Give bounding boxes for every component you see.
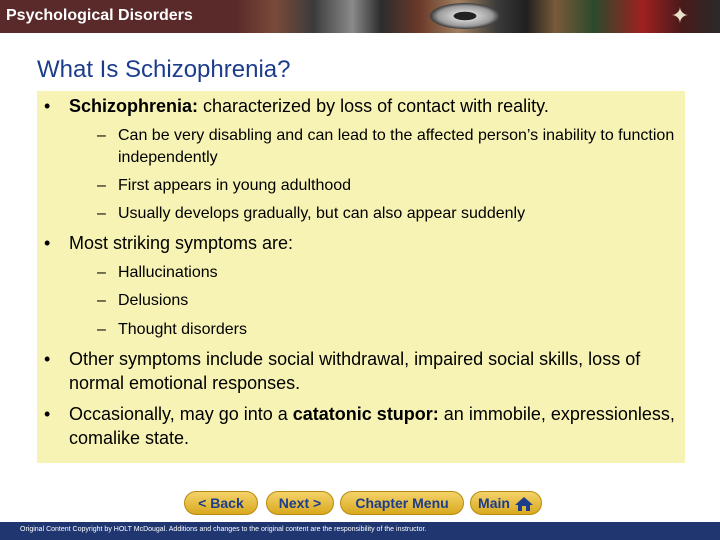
sub-bullet-text: Thought disorders xyxy=(118,321,247,338)
main-button[interactable] xyxy=(470,491,542,515)
dash-marker: – xyxy=(97,177,106,194)
bullet-4-post: an immobile, expressionless, comalike state. xyxy=(69,404,675,448)
dash-marker: – xyxy=(97,264,106,281)
sub-bullet-text: First appears in young adulthood xyxy=(118,177,352,194)
next-button[interactable]: Next > xyxy=(266,491,334,515)
dash-marker: – xyxy=(97,127,106,144)
bullet-marker: • xyxy=(44,96,51,116)
bullet-1-text: characterized by loss of contact with reality. xyxy=(198,96,549,116)
home-icon xyxy=(514,496,534,512)
main-button-label: Main xyxy=(478,495,510,511)
sub-bullet-text: Usually develops gradually, but can also appear suddenly xyxy=(118,205,526,222)
sub-bullet-text: Delusions xyxy=(118,292,189,309)
sub-bullet-text: Hallucinations xyxy=(118,264,218,281)
bullet-marker: • xyxy=(44,349,51,369)
section-title: Psychological Disorders xyxy=(6,7,193,24)
sub-bullet-text: Can be very disabling and can lead to the affected person’s inability to function independently xyxy=(118,127,675,166)
header-banner xyxy=(0,0,720,33)
bullet-2-text: Most striking symptoms are: xyxy=(69,233,294,253)
dash-marker: – xyxy=(97,321,106,338)
copyright-text: Original Content Copyright by HOLT McDougal. Additions and changes to the original content are the responsibility of the instructor. xyxy=(20,526,427,533)
term-schizophrenia: Schizophrenia: xyxy=(69,96,199,116)
dash-marker: – xyxy=(97,292,106,309)
dash-marker: – xyxy=(97,205,106,222)
content-panel xyxy=(37,91,685,463)
chapter-menu-button[interactable]: Chapter Menu xyxy=(340,491,464,515)
back-button[interactable]: < Back xyxy=(184,491,258,515)
bullet-3-text: Other symptoms include social withdrawal, impaired social skills, loss of normal emotional responses. xyxy=(69,349,641,393)
eye-artwork xyxy=(430,3,500,29)
term-catatonic-stupor: catatonic stupor: xyxy=(292,404,439,424)
slide-title: What Is Schizophrenia? xyxy=(37,56,291,83)
bullet-marker: • xyxy=(44,233,51,253)
star-artwork: ✦ xyxy=(670,3,690,28)
bullet-marker: • xyxy=(44,404,51,424)
footer-bar xyxy=(0,522,720,540)
bullet-4-pre: Occasionally, may go into a xyxy=(69,404,293,424)
